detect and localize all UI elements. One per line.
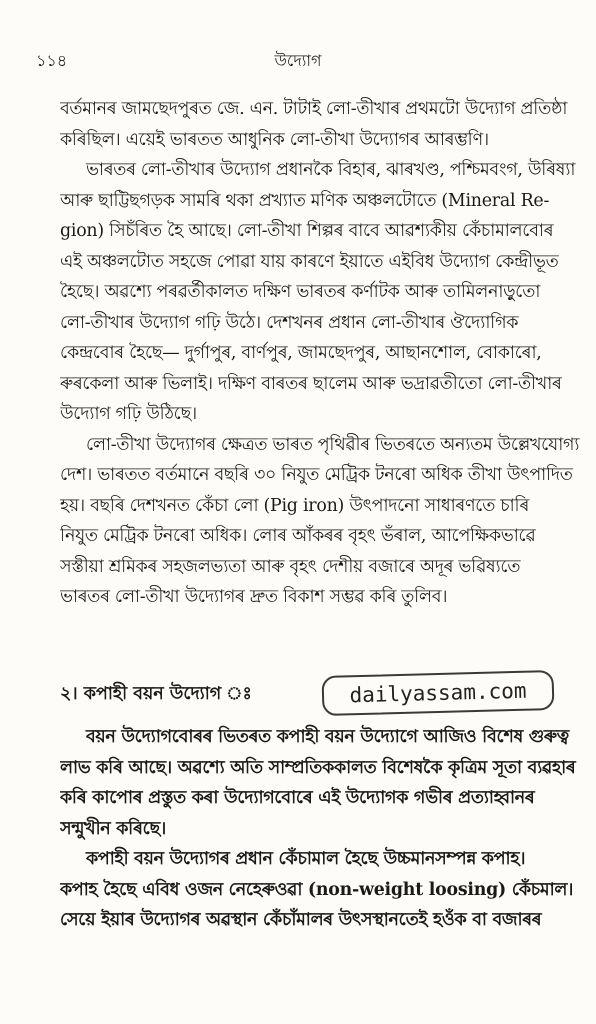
section-2-text bbox=[60, 722, 580, 936]
page-number: ১১৪ bbox=[36, 51, 68, 70]
text-line: কৰিছিল। এয়েই ভাৰতত আধুনিক লো-তীখা উদ্যোগৰ আৰম্ভণি। bbox=[60, 129, 489, 150]
text-line: লো-তীখাৰ উদ্যোগ গঢ়ি উঠে। দেশখনৰ প্ৰধান লো-তীখাৰ ঔদ্যোগিক bbox=[60, 312, 519, 333]
section-2-heading-row bbox=[60, 673, 590, 713]
text-line: বয়ন উদ্যোগবোৰৰ ভিতৰত কপাহী বয়ন উদ্যোগে আজিও বিশেষ গুৰুত্ব bbox=[86, 727, 569, 747]
text-line: হয়। বছৰি দেশখনত কেঁচা লো (Pig iron) উৎপাদনো সাধাৰণতে চাৰি bbox=[60, 495, 529, 516]
text-line: gion) সিচঁৰিত হৈ আছে। লো-তীখা শিল্পৰ বাবে আৱশ্যকীয় কেঁচামালবোৰ bbox=[60, 221, 554, 241]
text-line: ভাৰতৰ লো-তীখাৰ উদ্যোগ প্ৰধানকৈ বিহাৰ, ঝাৰখণ্ড, পশ্চিমবংগ, উৰিষ্যা bbox=[86, 160, 576, 180]
text-line: ভাৰতৰ লো-তীখা উদ্যোগৰ দ্ৰুত বিকাশ সম্ভৱ কৰি তুলিব। bbox=[60, 587, 448, 607]
text-line: কপাহী বয়ন উদ্যোগৰ প্ৰধান কেঁচামাল হৈছে উচ্চমানসম্পন্ন কপাহ। bbox=[86, 849, 526, 869]
section-1-text bbox=[60, 94, 580, 613]
text-line: সন্মুখীন কৰিছে। bbox=[60, 818, 166, 839]
text-line: কৰি কাপোৰ প্ৰস্তুত কৰা উদ্যোগবোৰে এই উদ্যোগক গভীৰ প্ৰত্যাহ্বানৰ bbox=[60, 788, 535, 808]
text-line: সস্তীয়া শ্ৰমিকৰ সহজলভ্যতা আৰু বৃহৎ দেশীয় বজাৰে অদূৰ ভৱিষ্যতে bbox=[60, 556, 521, 577]
text-line: কেন্দ্ৰবোৰ হৈছে— দুৰ্গাপুৰ, বাৰ্ণপুৰ, জামছেদপুৰ, আছানশোল, বোকাৰো, bbox=[60, 343, 542, 363]
text-line: কপাহ হৈছে এবিধ ওজন নেহেৰুওৱা (non-weight loosing) কেঁচমাল। bbox=[60, 879, 574, 900]
text-line: বৰ্তমানৰ জামছেদপুৰত জে. এন. টাটাই লো-তীখাৰ প্ৰথমটো উদ্যোগ প্ৰতিষ্ঠা bbox=[60, 99, 568, 119]
text-line: এই অঞ্চলটোত সহজে পোৱা যায় কাৰণে ইয়াতে এইবিধ উদ্যোগ কেন্দ্ৰীভূত bbox=[60, 251, 559, 272]
text-line: সেয়ে ইয়াৰ উদ্যোগৰ অৱস্থান কেঁচাঁমালৰ উৎসস্থানতেই হওঁক বা বজাৰৰ bbox=[60, 910, 542, 930]
text-line: লাভ কৰি আছে। অৱশ্যে অতি সাম্প্ৰতিককালত বিশেষকৈ কৃত্ৰিম সূতা ব্যৱহাৰ bbox=[60, 757, 576, 778]
text-line: হৈছে। অৱশ্যে পৰৱৰ্তীকালত দক্ষিণ ভাৰতৰ কৰ্ণাটক আৰু তামিলনাড়ুতো bbox=[60, 282, 541, 302]
watermark-stamp: dailyassam.com bbox=[322, 670, 555, 716]
text-line: দেশ। ভাৰতত বৰ্তমানে বছৰি ৩০ নিযুত মেট্ৰিক টনৰো অধিক তীখা উৎপাদিত bbox=[60, 465, 573, 485]
text-line: উদ্যোগ গঢ়ি উঠিছে। bbox=[60, 404, 197, 424]
section-heading: ২। কপাহী বয়ন উদ্যোগ ঃ bbox=[60, 684, 252, 704]
text-line: আৰু ছাট্টিছগড়ক সামৰি থকা প্ৰখ্যাত মণিক অঞ্চলটোতে (Mineral Re- bbox=[60, 190, 550, 211]
text-line: ৰুৰকেলা আৰু ভিলাই। দক্ষিণ বাৰতৰ ছালেম আৰু ভদ্ৰাৱতীতো লো-তীখাৰ bbox=[60, 373, 562, 394]
running-title: উদ্যোগ bbox=[274, 51, 322, 70]
text-line: নিযুত মেট্ৰিক টনৰো অধিক। লোৰ আঁকৰৰ বৃহৎ ভঁৰাল, আপেক্ষিকভাৱে bbox=[60, 526, 536, 546]
text-line: লো-তীখা উদ্যোগৰ ক্ষেত্ৰত ভাৰত পৃথিৱীৰ ভিতৰতে অন্যতম উল্লেখযোগ্য bbox=[86, 434, 580, 455]
page-header bbox=[36, 48, 560, 74]
